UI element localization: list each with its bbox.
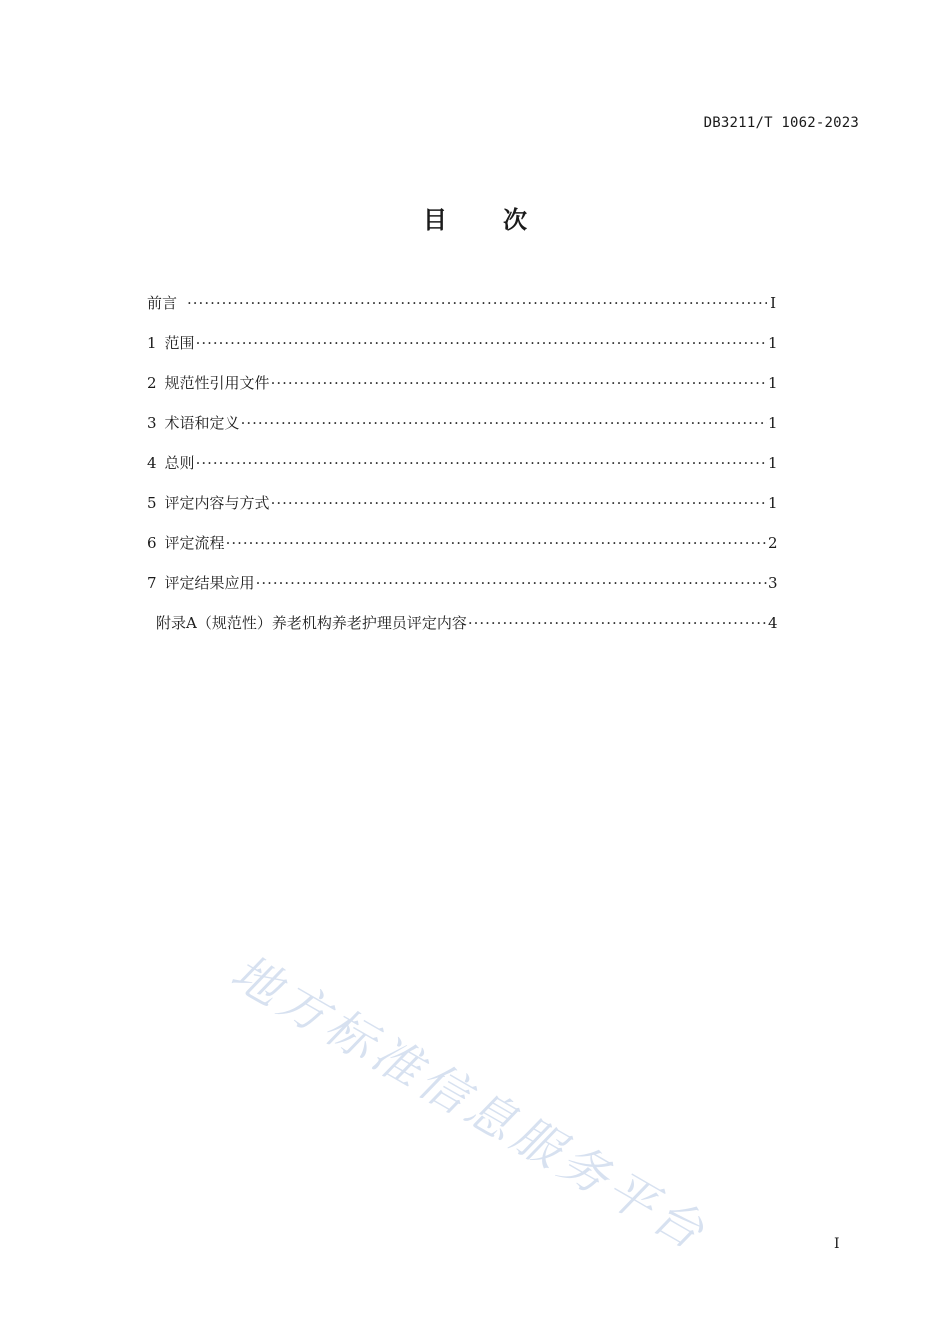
watermark-text: 地方标准信息服务平台 bbox=[221, 944, 718, 1263]
toc-entry-number: 7 bbox=[147, 574, 157, 592]
toc-entry-page: 1 bbox=[768, 414, 778, 432]
toc-entry-foreword[interactable] bbox=[147, 292, 776, 332]
toc-entry-number: 3 bbox=[147, 414, 157, 432]
toc-entry-title: 规范性引用文件 bbox=[164, 374, 270, 392]
toc-entry-title: 附录A（规范性）养老机构养老护理员评定内容 bbox=[156, 614, 467, 632]
toc-entry-terms-definitions[interactable] bbox=[147, 412, 776, 452]
toc-entry-page: 3 bbox=[768, 574, 778, 592]
toc-entry-number: 6 bbox=[147, 534, 157, 552]
toc-entry-page: 2 bbox=[768, 534, 778, 552]
toc-entry-scope[interactable] bbox=[147, 332, 776, 372]
toc-leader-dots bbox=[196, 334, 767, 352]
toc-entry-general[interactable] bbox=[147, 452, 776, 492]
toc-entry-title: 评定结果应用 bbox=[164, 574, 255, 592]
toc-leader-dots bbox=[256, 574, 767, 592]
toc-entry-normative-references[interactable] bbox=[147, 372, 776, 412]
toc-entry-title: 评定流程 bbox=[164, 534, 225, 552]
toc-title: 目次 bbox=[423, 206, 583, 234]
toc-entry-page: 4 bbox=[768, 614, 778, 632]
toc-leader-dots bbox=[271, 494, 767, 512]
toc-entry-title: 评定内容与方式 bbox=[164, 494, 270, 512]
page-number: I bbox=[834, 1236, 840, 1252]
toc-entry-page: I bbox=[770, 294, 776, 312]
toc-entry-page: 1 bbox=[768, 494, 778, 512]
toc-entry-result-application[interactable] bbox=[147, 572, 776, 612]
table-of-contents bbox=[147, 292, 776, 652]
toc-entry-title: 总则 bbox=[164, 454, 195, 472]
toc-leader-dots bbox=[241, 414, 767, 432]
toc-entry-page: 1 bbox=[768, 334, 778, 352]
toc-entry-title: 前言 bbox=[147, 294, 178, 312]
toc-entry-number: 4 bbox=[147, 454, 157, 472]
toc-entry-assessment-process[interactable] bbox=[147, 532, 776, 572]
toc-leader-dots bbox=[187, 294, 767, 312]
toc-entry-appendix-a[interactable] bbox=[147, 612, 776, 652]
toc-leader-dots bbox=[468, 614, 767, 632]
toc-entry-title: 术语和定义 bbox=[164, 414, 240, 432]
document-id: DB3211/T 1062-2023 bbox=[703, 115, 859, 131]
toc-leader-dots bbox=[271, 374, 767, 392]
toc-entry-assessment-content[interactable] bbox=[147, 492, 776, 532]
toc-leader-dots bbox=[196, 454, 767, 472]
toc-entry-number: 1 bbox=[147, 334, 157, 352]
toc-entry-page: 1 bbox=[768, 454, 778, 472]
toc-entry-number: 5 bbox=[147, 494, 157, 512]
toc-entry-number: 2 bbox=[147, 374, 157, 392]
toc-entry-title: 范围 bbox=[164, 334, 195, 352]
toc-entry-page: 1 bbox=[768, 374, 778, 392]
toc-leader-dots bbox=[226, 534, 767, 552]
